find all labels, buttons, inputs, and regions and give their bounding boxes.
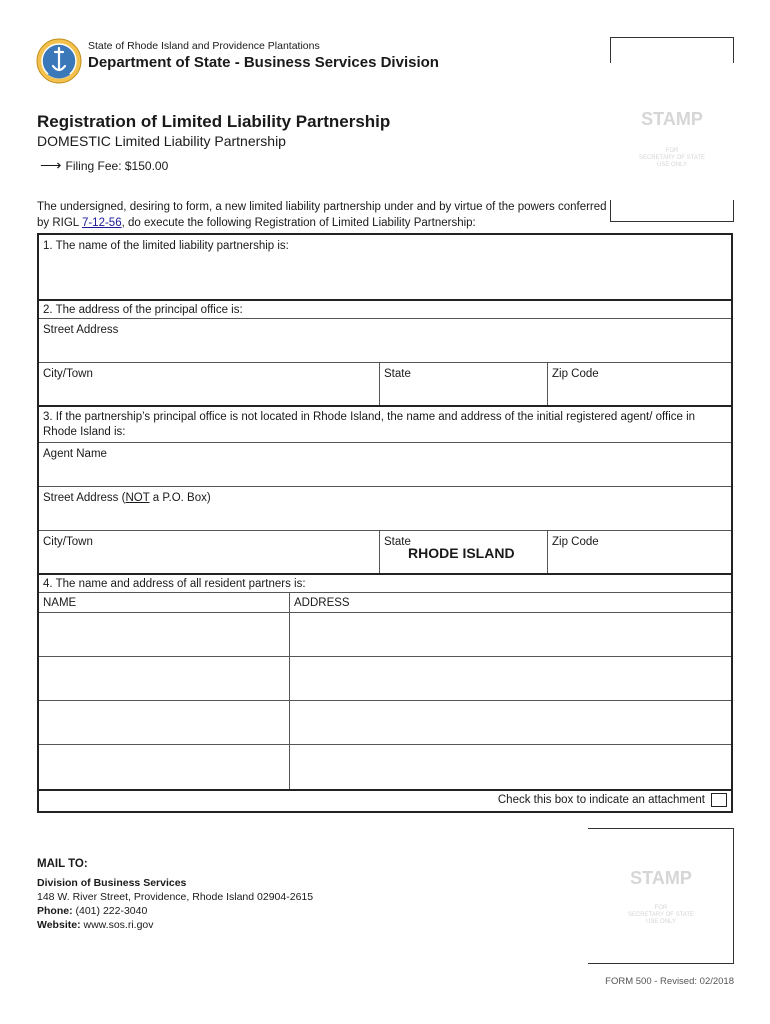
phone-line: Phone: (401) 222-3040 (37, 905, 148, 917)
registration-form (37, 233, 733, 813)
partner-row (39, 701, 731, 745)
section-3-city-row (39, 531, 731, 575)
agent-zip-label: Zip Code (552, 536, 599, 548)
section-3-state-field (379, 531, 547, 573)
agent-city-label: City/Town (43, 536, 93, 548)
state-seal-logo (36, 38, 82, 84)
section-2-city-field[interactable] (39, 363, 379, 405)
section-1-label: 1. The name of the limited liability partnership is: (43, 240, 289, 252)
partner-name-field[interactable] (39, 745, 289, 789)
arrow-right-icon: ⟶ (40, 157, 62, 174)
partner-address-field[interactable] (289, 657, 731, 700)
stamp-note-3: USE ONLY (657, 162, 687, 168)
section-3-header (39, 407, 731, 443)
section-2-state-field[interactable] (379, 363, 547, 405)
agent-street-label: Street Address (NOT a P.O. Box) (43, 492, 211, 504)
mail-to-heading: MAIL TO: (37, 858, 88, 870)
intro-text-2: , do execute the following Registration of Limited Liability Partnership: (121, 217, 476, 229)
intro-paragraph (37, 199, 617, 231)
mail-street: 148 W. River Street, Providence, Rhode Island 02904-2615 (37, 891, 314, 903)
mail-address-block (37, 876, 313, 932)
stamp-box-bottom (588, 828, 734, 964)
division-name: Division of Business Services (37, 877, 187, 889)
website-link[interactable]: www.sos.ri.gov (80, 919, 154, 931)
section-2-street-field[interactable] (39, 319, 731, 363)
form-revision: FORM 500 - Revised: 02/2018 (605, 976, 734, 987)
partner-row (39, 745, 731, 791)
stamp-box-top (610, 37, 734, 222)
section-2-header (39, 301, 731, 319)
stamp-note-1: FOR (654, 905, 668, 911)
partners-column-headers (39, 593, 731, 613)
section-2-zip-field[interactable] (547, 363, 731, 405)
stamp-note-3: USE ONLY (646, 919, 676, 925)
section-2-label: 2. The address of the principal office is: (43, 304, 243, 316)
form-subtitle: DOMESTIC Limited Liability Partnership (37, 133, 286, 149)
section-3-zip-field[interactable] (547, 531, 731, 573)
section-2-city-row (39, 363, 731, 407)
department-name: Department of State - Business Services Division (88, 54, 439, 71)
stamp-label: STAMP (630, 868, 692, 888)
city-label: City/Town (43, 368, 93, 380)
partner-name-field[interactable] (39, 613, 289, 656)
name-column-header: NAME (43, 597, 77, 609)
partner-name-field[interactable] (39, 701, 289, 744)
section-1-name-field[interactable] (39, 235, 731, 301)
stamp-note-2: SECRETARY OF STATE (638, 155, 706, 161)
stamp-label: STAMP (641, 109, 703, 129)
partner-address-field[interactable] (289, 613, 731, 656)
section-3-label: 3. If the partnership’s principal office is not located in Rhode Island, the name and address of the initial registered agent/ office in Rhode Island is: (43, 411, 696, 438)
agent-name-label: Agent Name (43, 448, 107, 460)
section-4-label: 4. The name and address of all resident partners is: (43, 578, 306, 590)
zip-label: Zip Code (552, 368, 599, 380)
street-address-label: Street Address (43, 324, 119, 336)
address-column-header: ADDRESS (289, 593, 731, 612)
state-name-line: State of Rhode Island and Providence Plantations (88, 40, 320, 52)
filing-fee (40, 156, 168, 174)
agent-state-label: State (384, 536, 411, 548)
section-4-header (39, 575, 731, 593)
stamp-note-2: SECRETARY OF STATE (627, 912, 695, 918)
partner-address-field[interactable] (289, 701, 731, 744)
attachment-label: Check this box to indicate an attachment (497, 794, 705, 806)
form-title: Registration of Limited Liability Partnership (37, 112, 391, 131)
stamp-note-1: FOR (665, 148, 679, 154)
state-label: State (384, 368, 411, 380)
intro-text-1: The undersigned, desiring to form, a new limited liability partnership under and by virtue of the powers conferred by RIGL (37, 201, 607, 229)
website-line: Website: www.sos.ri.gov (37, 919, 154, 931)
filing-fee-text: Filing Fee: $150.00 (65, 159, 169, 173)
section-3-street-field[interactable] (39, 487, 731, 531)
rigl-link[interactable]: 7-12-56 (81, 217, 122, 229)
partner-address-field[interactable] (289, 745, 731, 789)
attachment-row (498, 793, 727, 807)
section-3-agent-field[interactable] (39, 443, 731, 487)
partner-row (39, 613, 731, 657)
partner-name-field[interactable] (39, 657, 289, 700)
agent-state-value: RHODE ISLAND (408, 545, 515, 561)
partner-row (39, 657, 731, 701)
attachment-checkbox[interactable] (711, 793, 727, 807)
section-3-city-field[interactable] (39, 531, 379, 573)
